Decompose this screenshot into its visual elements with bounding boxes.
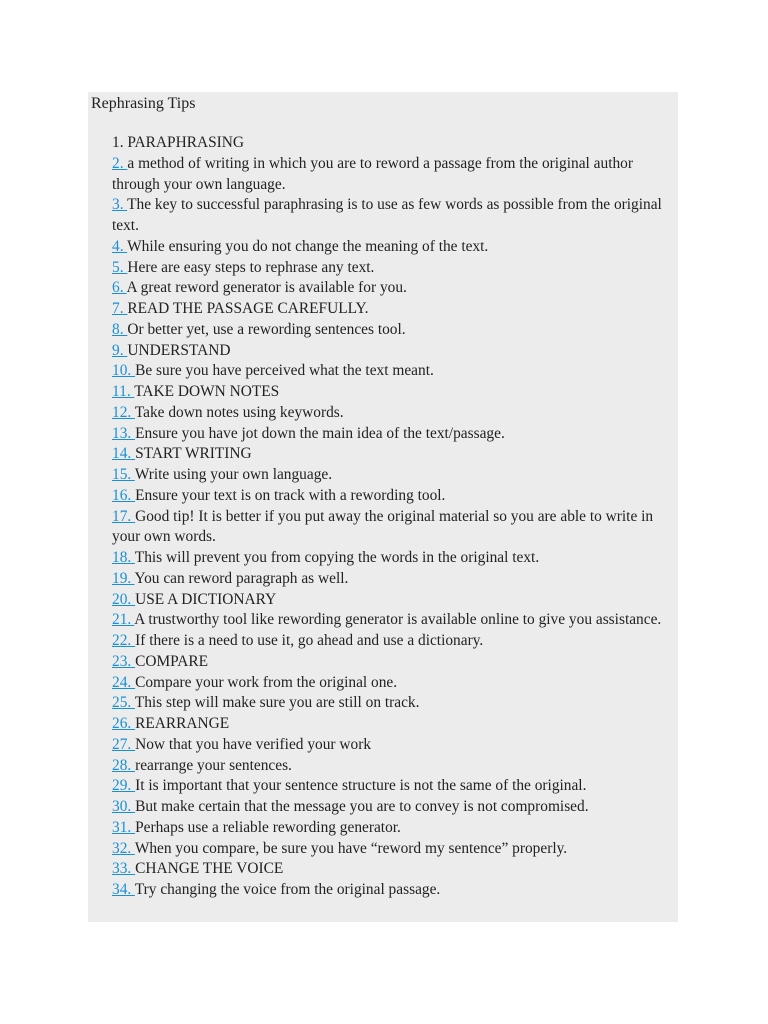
item-number-link[interactable]: 26.	[112, 715, 136, 732]
item-text: You can reword paragraph as well.	[134, 569, 349, 587]
list-item	[112, 341, 674, 362]
item-text: Compare your work from the original one.	[135, 673, 398, 691]
item-text: TAKE DOWN NOTES	[134, 383, 280, 400]
item-number-link[interactable]: 5.	[112, 258, 128, 276]
item-number-link[interactable]: 7.	[112, 300, 128, 317]
list-item	[112, 361, 674, 382]
item-text: Take down notes using keywords.	[134, 403, 344, 421]
item-text: If there is a need to use it, go ahead and use a dictionary.	[135, 632, 484, 649]
page-title: Rephrasing Tips	[91, 95, 196, 112]
item-text: USE A DICTIONARY	[135, 590, 277, 608]
item-number-link[interactable]: 8.	[112, 320, 128, 338]
list-item	[112, 797, 674, 818]
item-number-link[interactable]: 18.	[112, 549, 135, 566]
item-number-link[interactable]: 32.	[112, 839, 135, 857]
item-number-link[interactable]: 6.	[112, 279, 127, 297]
item-number-link[interactable]: 15.	[112, 466, 135, 483]
item-number-link[interactable]: 31.	[112, 818, 136, 836]
item-text: This will prevent you from copying the words in the original text.	[134, 549, 540, 566]
item-text: The key to successful paraphrasing is to use as few words as possible from the original text.	[112, 196, 662, 234]
item-text: rearrange your sentences.	[135, 756, 292, 774]
list-item	[112, 444, 674, 465]
item-text: A great reword generator is available for you.	[126, 279, 407, 297]
item-text: But make certain that the message you are to convey is not compromised.	[135, 798, 589, 815]
item-text: Try changing the voice from the original passage.	[134, 881, 441, 898]
item-number-link[interactable]: 23.	[112, 652, 136, 670]
item-number-link[interactable]: 12.	[112, 403, 135, 421]
list-item	[112, 258, 674, 279]
list-item	[112, 507, 674, 549]
list-item	[112, 776, 674, 797]
item-number-link[interactable]: 17.	[112, 507, 136, 525]
list-item	[112, 714, 674, 735]
item-text: While ensuring you do not change the meaning of the text.	[127, 237, 489, 255]
item-number-link[interactable]: 9.	[112, 341, 128, 359]
list-item	[112, 693, 674, 714]
item-number-link[interactable]: 28.	[112, 756, 136, 774]
item-text: Ensure your text is on track with a rewording tool.	[135, 486, 446, 504]
item-number-link[interactable]: 22.	[112, 632, 136, 649]
item-number-link[interactable]: 24.	[112, 673, 136, 691]
item-number-link[interactable]: 2.	[112, 154, 128, 172]
list-item	[112, 382, 674, 403]
item-number-link[interactable]: 29.	[112, 777, 136, 795]
item-text: Here are easy steps to rephrase any text.	[127, 258, 375, 276]
list-item	[112, 299, 674, 320]
list-item	[112, 486, 674, 507]
item-text: When you compare, be sure you have “reword my sentence” properly.	[134, 839, 568, 857]
item-text: a method of writing in which you are to reword a passage from the original author through your own language.	[112, 154, 633, 193]
item-text: Good tip! It is better if you put away the original material so you are able to write in your own words.	[112, 507, 654, 546]
item-text: Ensure you have jot down the main idea of the text/passage.	[135, 424, 505, 442]
item-number-link[interactable]: 27.	[112, 735, 136, 753]
list-item	[112, 880, 674, 901]
list-item	[112, 839, 674, 860]
list-item	[112, 154, 674, 196]
list-item	[112, 818, 674, 839]
item-text: A trustworthy tool like rewording generator is available online to give you assistance.	[134, 611, 662, 629]
item-number-link[interactable]: 14.	[112, 445, 136, 463]
item-number: 1.	[112, 134, 128, 151]
list-item	[112, 133, 674, 154]
list-item	[112, 278, 674, 299]
list-item	[112, 320, 674, 341]
item-number-link[interactable]: 4.	[112, 237, 128, 255]
item-number-link[interactable]: 19.	[112, 569, 135, 587]
item-number-link[interactable]: 3.	[112, 196, 128, 214]
list-item	[112, 735, 674, 756]
item-number-link[interactable]: 25.	[112, 694, 135, 712]
item-text: Be sure you have perceived what the text meant.	[135, 362, 434, 380]
list-item	[112, 424, 674, 445]
item-text: Write using your own language.	[134, 466, 333, 483]
item-text: It is important that your sentence structure is not the same of the original.	[135, 777, 587, 795]
item-number-link[interactable]: 30.	[112, 798, 136, 815]
item-text: UNDERSTAND	[127, 341, 231, 359]
item-text: COMPARE	[135, 652, 209, 670]
list-item	[112, 859, 674, 880]
list-item	[112, 610, 674, 631]
item-number-link[interactable]: 21.	[112, 611, 135, 629]
list-item	[112, 237, 674, 258]
item-text: PARAPHRASING	[127, 134, 244, 151]
list-item	[112, 756, 674, 777]
item-number-link[interactable]: 34.	[112, 881, 135, 898]
item-text: REARRANGE	[135, 715, 230, 732]
list-item	[112, 569, 674, 590]
list-item	[112, 465, 674, 486]
item-text: CHANGE THE VOICE	[135, 860, 284, 878]
item-number-link[interactable]: 20.	[112, 590, 136, 608]
item-text: READ THE PASSAGE CAREFULLY.	[127, 300, 369, 317]
list-item	[112, 652, 674, 673]
item-number-link[interactable]: 10.	[112, 362, 136, 380]
list-item	[112, 673, 674, 694]
list-item	[112, 631, 674, 652]
list-item	[112, 403, 674, 424]
list-item	[112, 590, 674, 611]
list-item	[112, 195, 674, 237]
tips-list	[112, 133, 674, 901]
list-item	[112, 548, 674, 569]
item-text: START WRITING	[135, 445, 252, 463]
item-number-link[interactable]: 33.	[112, 860, 136, 878]
item-text: Now that you have verified your work	[135, 735, 372, 753]
item-number-link[interactable]: 11.	[112, 383, 135, 400]
item-text: Perhaps use a reliable rewording generator.	[135, 818, 401, 836]
item-number-link[interactable]: 13.	[112, 424, 136, 442]
item-text: Or better yet, use a rewording sentences tool.	[127, 320, 406, 338]
item-number-link[interactable]: 16.	[112, 486, 136, 504]
item-text: This step will make sure you are still on track.	[134, 694, 420, 712]
